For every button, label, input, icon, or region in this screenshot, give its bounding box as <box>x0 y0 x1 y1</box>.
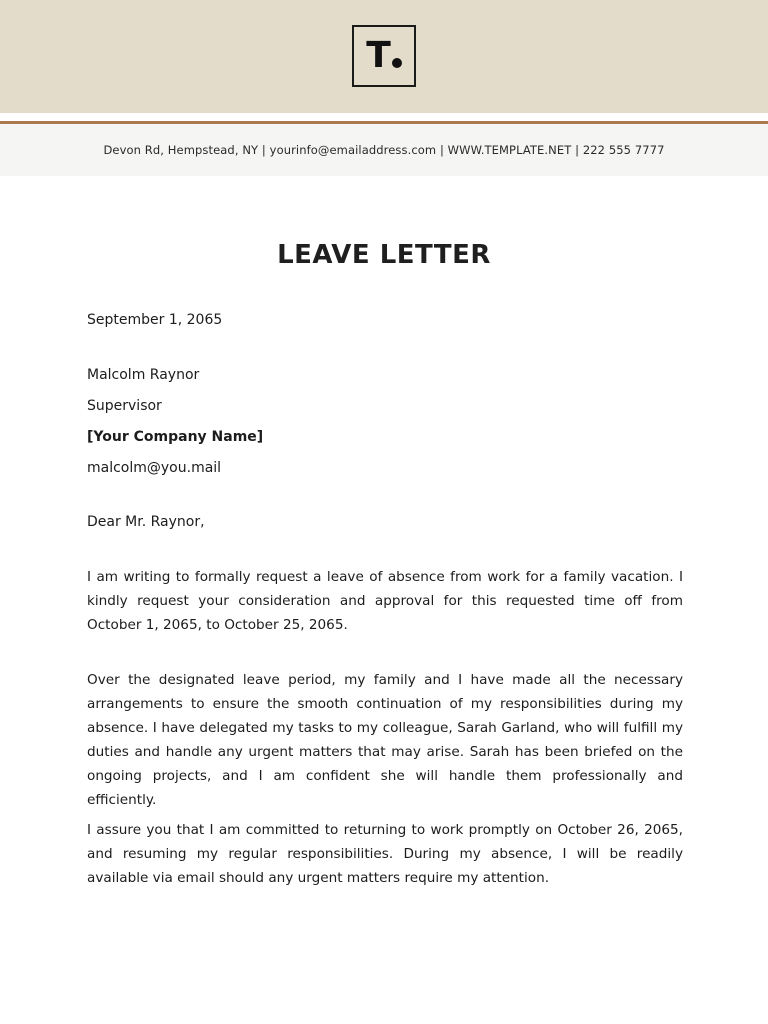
header-band <box>0 0 768 113</box>
body-paragraph-1: I am writing to formally request a leave of absence from work for a family vacation. I kindly request your consideration and approval for this requested time off from October 1, 2065, to October 25, 2065. <box>87 569 683 633</box>
letter-date: September 1, 2065 <box>87 312 223 328</box>
recipient-company: [Your Company Name] <box>87 429 264 445</box>
logo-dot-icon <box>392 58 402 68</box>
contact-info: Devon Rd, Hempstead, NY | yourinfo@emailaddress.com | WWW.TEMPLATE.NET | 222 555 7777 <box>103 143 665 157</box>
recipient-email: malcolm@you.mail <box>87 460 222 476</box>
body-paragraph-3: I assure you that I am committed to returning to work promptly on October 26, 2065, and resuming my regular responsibilities. During my absence, I will be readily available via email should any urgent matters require my attention. <box>87 822 683 886</box>
recipient-position: Supervisor <box>87 398 162 414</box>
logo-letter: T <box>366 35 390 76</box>
recipient-name: Malcolm Raynor <box>87 367 200 383</box>
salutation: Dear Mr. Raynor, <box>87 514 205 530</box>
document-title: LEAVE LETTER <box>277 240 491 270</box>
body-paragraph-2: Over the designated leave period, my family and I have made all the necessary arrangements to ensure the smooth continuation of my responsibilities during my absence. I have delegated my tasks to my colleague, Sarah Garland, who will fulfill my duties and handle any urgent matters that may arise. Sarah has been briefed on the ongoing projects, and I am confident she will handle them professionally and efficiently. <box>87 672 683 808</box>
contact-band <box>0 124 768 176</box>
company-logo <box>352 25 416 87</box>
